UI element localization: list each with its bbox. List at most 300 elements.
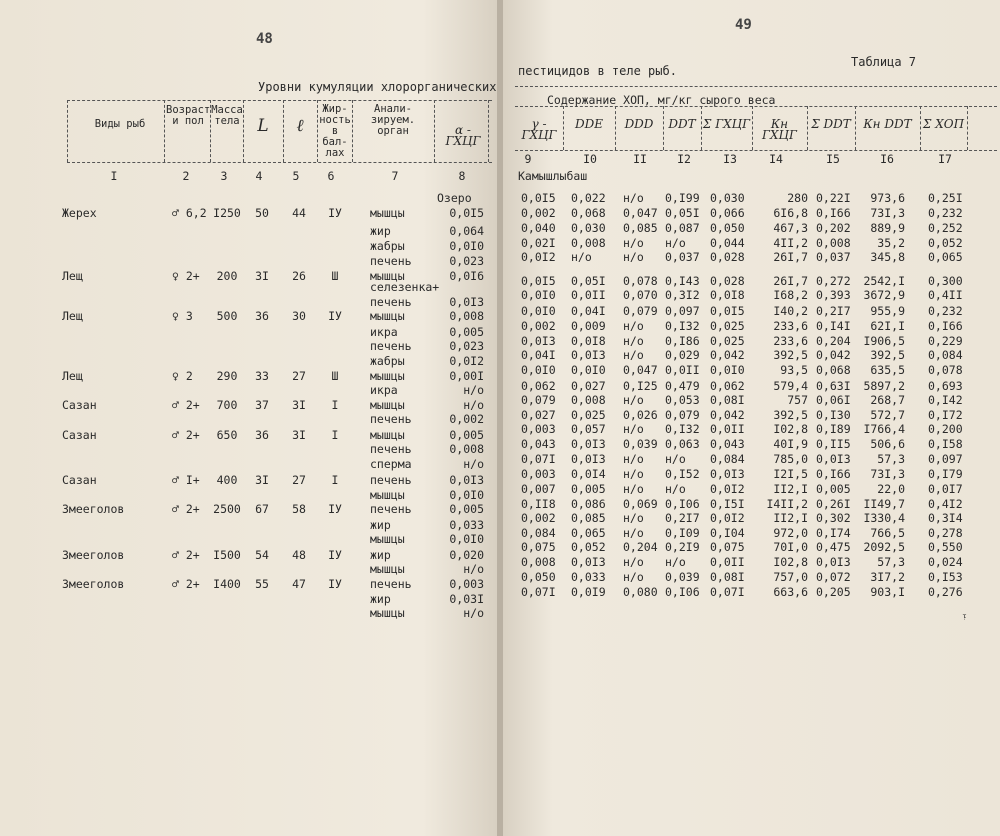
cell-kn-ddt: 2092,5 bbox=[863, 540, 905, 554]
right-page bbox=[503, 0, 1000, 836]
header-vrule bbox=[967, 106, 968, 150]
cell-kn-hch: I02,8 bbox=[773, 555, 808, 569]
cell-sum-ddt: 0,22I bbox=[816, 191, 851, 205]
col-header-l: ℓ bbox=[296, 116, 304, 136]
cell-dde: 0,022 bbox=[571, 191, 606, 205]
cell-length-l: 26 bbox=[292, 269, 306, 283]
cell-ddt: 0,0II bbox=[665, 363, 700, 377]
cell-ddt: 0,037 bbox=[665, 250, 700, 264]
cell-length-l: 48 bbox=[292, 548, 306, 562]
cell-dde: 0,027 bbox=[571, 379, 606, 393]
cell-kn-hch: 70I,0 bbox=[773, 540, 808, 554]
cell-sum-hch: 0,0I2 bbox=[710, 511, 745, 525]
cell-species: Змееголов bbox=[62, 577, 125, 591]
cell-sum-ddt: 0,272 bbox=[816, 274, 851, 288]
header-vrule bbox=[67, 100, 68, 162]
cell-ddd: 0,080 bbox=[623, 585, 658, 599]
cell-kn-ddt: 572,7 bbox=[870, 408, 905, 422]
cell-ddt: н/о bbox=[665, 555, 686, 569]
cell-sum-ddt: 0,068 bbox=[816, 363, 851, 377]
cell-dde: 0,025 bbox=[571, 408, 606, 422]
cell-ddd: 0,079 bbox=[623, 304, 658, 318]
col-header-organ: Анали-зируем. орган bbox=[370, 103, 416, 137]
cell-ddd: н/о bbox=[623, 191, 644, 205]
cell-kn-ddt: 3I7,2 bbox=[870, 570, 905, 584]
cell-fat-score: I bbox=[331, 428, 339, 442]
cell-ddd: 0,026 bbox=[623, 408, 658, 422]
cell-mass: I500 bbox=[213, 548, 241, 562]
cell-alpha-hch: 0,003 bbox=[449, 577, 484, 591]
cell-alpha-hch: 0,0I3 bbox=[449, 295, 484, 309]
cell-sum-ddt: 0,I74 bbox=[816, 526, 851, 540]
cell-sum-ocp: 0,I58 bbox=[928, 437, 963, 451]
column-number: 3 bbox=[220, 169, 228, 183]
header-vrule bbox=[164, 100, 165, 162]
cell-ddt: 0,029 bbox=[665, 348, 700, 362]
cell-sum-hch: 0,08I bbox=[710, 393, 745, 407]
cell-sum-hch: 0,084 bbox=[710, 452, 745, 466]
cell-sum-ocp: 0,024 bbox=[928, 555, 963, 569]
cell-alpha-hch: 0,020 bbox=[449, 548, 484, 562]
cell-kn-hch: 467,3 bbox=[773, 221, 808, 235]
cell-sum-hch: 0,I5I bbox=[710, 497, 745, 511]
cell-gamma-hch: 0,003 bbox=[521, 467, 556, 481]
cell-organ: печень bbox=[370, 502, 412, 516]
cell-alpha-hch: 0,008 bbox=[449, 442, 484, 456]
cell-kn-hch: 785,0 bbox=[773, 452, 808, 466]
cell-length-L: 3I bbox=[255, 269, 269, 283]
cell-alpha-hch: н/о bbox=[463, 457, 484, 471]
cell-sum-hch: 0,042 bbox=[710, 408, 745, 422]
cell-mass: 2500 bbox=[213, 502, 241, 516]
cell-kn-hch: I2I,5 bbox=[773, 467, 808, 481]
cell-ddd: н/о bbox=[623, 393, 644, 407]
cell-sum-ddt: 0,I4I bbox=[816, 319, 851, 333]
cell-sum-ocp: 0,084 bbox=[928, 348, 963, 362]
cell-sum-ddt: 0,I66 bbox=[816, 206, 851, 220]
cell-gamma-hch: 0,0I5 bbox=[521, 274, 556, 288]
col-header-alpha-hch: α - ГХЦГ bbox=[445, 123, 481, 148]
column-number: I5 bbox=[826, 152, 840, 166]
cell-alpha-hch: 0,0I3 bbox=[449, 473, 484, 487]
column-number: I6 bbox=[880, 152, 894, 166]
column-number: I3 bbox=[723, 152, 737, 166]
cell-kn-hch: 233,6 bbox=[773, 319, 808, 333]
cell-sum-hch: 0,075 bbox=[710, 540, 745, 554]
cell-dde: 0,0I3 bbox=[571, 348, 606, 362]
cell-length-L: 55 bbox=[255, 577, 269, 591]
header-vrule bbox=[352, 100, 353, 162]
cell-ddd: 0,085 bbox=[623, 221, 658, 235]
cell-ddt: 0,05I bbox=[665, 206, 700, 220]
cell-ddt: 0,039 bbox=[665, 570, 700, 584]
cell-organ: мышцы bbox=[370, 398, 405, 412]
cell-mass: I400 bbox=[213, 577, 241, 591]
cell-age-sex: ♀ 3 bbox=[172, 309, 193, 323]
cell-organ: жир bbox=[370, 518, 391, 532]
cell-organ: икра bbox=[370, 325, 398, 339]
cell-sum-ddt: 0,393 bbox=[816, 288, 851, 302]
cell-dde: 0,008 bbox=[571, 236, 606, 250]
cell-alpha-hch: н/о bbox=[463, 383, 484, 397]
cell-dde: 0,030 bbox=[571, 221, 606, 235]
cell-alpha-hch: 0,033 bbox=[449, 518, 484, 532]
column-number: I7 bbox=[938, 152, 952, 166]
col-header-ddd: DDD bbox=[624, 117, 654, 131]
cell-sum-ocp: 0,4I2 bbox=[928, 497, 963, 511]
cell-sum-ddt: 0,06I bbox=[816, 393, 851, 407]
cell-organ: печень bbox=[370, 295, 412, 309]
cell-dde: 0,0I3 bbox=[571, 555, 606, 569]
cell-ddd: 0,039 bbox=[623, 437, 658, 451]
col-header-kn-ddt: Кн DDT bbox=[863, 117, 912, 131]
cell-sum-hch: 0,043 bbox=[710, 437, 745, 451]
cell-sum-ocp: 0,278 bbox=[928, 526, 963, 540]
cell-gamma-hch: 0,075 bbox=[521, 540, 556, 554]
cell-sum-ddt: 0,204 bbox=[816, 334, 851, 348]
cell-sum-ocp: 0,276 bbox=[928, 585, 963, 599]
cell-gamma-hch: 0,007 bbox=[521, 482, 556, 496]
cell-ddt: 0,2I7 bbox=[665, 511, 700, 525]
cell-age-sex: ♂ 2+ bbox=[172, 502, 200, 516]
cell-sum-ddt: 0,0I3 bbox=[816, 452, 851, 466]
cell-fat-score: I bbox=[331, 398, 339, 412]
cell-sum-ddt: 0,I30 bbox=[816, 408, 851, 422]
cell-alpha-hch: 0,023 bbox=[449, 254, 484, 268]
cell-dde: 0,0I3 bbox=[571, 452, 606, 466]
cell-sum-ocp: 0,550 bbox=[928, 540, 963, 554]
column-number: 4 bbox=[255, 169, 263, 183]
cell-species: Жерех bbox=[62, 206, 97, 220]
cell-dde: 0,009 bbox=[571, 319, 606, 333]
cell-kn-ddt: 345,8 bbox=[870, 250, 905, 264]
cell-sum-ocp: 0,232 bbox=[928, 304, 963, 318]
cell-gamma-hch: 0,02I bbox=[521, 236, 556, 250]
cell-organ: мышцы bbox=[370, 562, 405, 576]
cell-kn-hch: 26I,7 bbox=[773, 250, 808, 264]
cell-alpha-hch: 0,0I5 bbox=[449, 206, 484, 220]
cell-kn-hch: 40I,9 bbox=[773, 437, 808, 451]
cell-species: Змееголов bbox=[62, 548, 125, 562]
cell-kn-hch: 757 bbox=[787, 393, 808, 407]
column-number: I0 bbox=[583, 152, 597, 166]
cell-dde: 0,085 bbox=[571, 511, 606, 525]
cell-kn-ddt: 2542,I bbox=[863, 274, 905, 288]
cell-kn-hch: 392,5 bbox=[773, 348, 808, 362]
cell-sum-hch: 0,0I3 bbox=[710, 467, 745, 481]
cell-kn-ddt: 35,2 bbox=[877, 236, 905, 250]
cell-alpha-hch: 0,005 bbox=[449, 502, 484, 516]
cell-ddt: 0,I32 bbox=[665, 319, 700, 333]
cell-dde: 0,086 bbox=[571, 497, 606, 511]
cell-organ: сперма bbox=[370, 457, 412, 471]
col-header-sum-ocp: Σ ХОП bbox=[922, 117, 965, 131]
cell-organ: жир bbox=[370, 224, 391, 238]
cell-kn-ddt: 889,9 bbox=[870, 221, 905, 235]
cell-organ: жабры bbox=[370, 354, 405, 368]
left-section-label: Озеро bbox=[437, 191, 472, 205]
cell-ddt: 0,097 bbox=[665, 304, 700, 318]
cell-length-l: 27 bbox=[292, 473, 306, 487]
cell-sum-hch: 0,028 bbox=[710, 274, 745, 288]
cell-alpha-hch: 0,0I6 bbox=[449, 269, 484, 283]
cell-ddd: н/о bbox=[623, 570, 644, 584]
cell-sum-hch: 0,0I0 bbox=[710, 363, 745, 377]
cell-age-sex: ♀ 2 bbox=[172, 369, 193, 383]
cell-kn-hch: 26I,7 bbox=[773, 274, 808, 288]
cell-alpha-hch: 0,00I bbox=[449, 369, 484, 383]
cell-ddt: 0,053 bbox=[665, 393, 700, 407]
cell-alpha-hch: 0,0I0 bbox=[449, 488, 484, 502]
cell-mass: 700 bbox=[216, 398, 238, 412]
cell-species: Лещ bbox=[62, 369, 83, 383]
col-header-sum-ddt: Σ DDT bbox=[811, 117, 851, 131]
cell-length-L: 3I bbox=[255, 473, 269, 487]
cell-gamma-hch: 0,0I2 bbox=[521, 250, 556, 264]
cell-sum-ocp: 0,I53 bbox=[928, 570, 963, 584]
cell-ddd: 0,069 bbox=[623, 497, 658, 511]
column-number: II bbox=[633, 152, 647, 166]
cell-mass: 400 bbox=[216, 473, 238, 487]
cell-ddt: 0,I32 bbox=[665, 422, 700, 436]
cell-sum-ocp: 0,232 bbox=[928, 206, 963, 220]
cell-ddd: н/о bbox=[623, 422, 644, 436]
cell-kn-ddt: 955,9 bbox=[870, 304, 905, 318]
cell-organ: мышцы bbox=[370, 309, 405, 323]
cell-sum-hch: 0,066 bbox=[710, 206, 745, 220]
cell-mass: I250 bbox=[213, 206, 241, 220]
cell-kn-hch: 233,6 bbox=[773, 334, 808, 348]
cell-ddt: 0,I06 bbox=[665, 585, 700, 599]
cell-length-l: 3I bbox=[292, 428, 306, 442]
cell-dde: 0,0I9 bbox=[571, 585, 606, 599]
cell-sum-ocp: 0,I42 bbox=[928, 393, 963, 407]
cell-kn-hch: 93,5 bbox=[780, 363, 808, 377]
cell-gamma-hch: 0,062 bbox=[521, 379, 556, 393]
cell-alpha-hch: 0,002 bbox=[449, 412, 484, 426]
cell-age-sex: ♂ 2+ bbox=[172, 428, 200, 442]
column-number: 5 bbox=[292, 169, 300, 183]
cell-kn-hch: I4II,2 bbox=[766, 497, 808, 511]
left-page-number: 48 bbox=[256, 31, 273, 47]
cell-dde: 0,052 bbox=[571, 540, 606, 554]
cell-sum-ocp: 0,229 bbox=[928, 334, 963, 348]
cell-sum-ddt: 0,26I bbox=[816, 497, 851, 511]
cell-ddt: 0,I43 bbox=[665, 274, 700, 288]
cell-fat-score: IУ bbox=[328, 502, 342, 516]
cell-gamma-hch: 0,003 bbox=[521, 422, 556, 436]
cell-gamma-hch: 0,0I0 bbox=[521, 288, 556, 302]
col-header-dde: DDE bbox=[574, 117, 603, 131]
cell-age-sex: ♂ 2+ bbox=[172, 548, 200, 562]
cell-sum-ocp: 0,I72 bbox=[928, 408, 963, 422]
cell-ddt: 0,479 bbox=[665, 379, 700, 393]
header-top-rule bbox=[67, 100, 492, 101]
cell-kn-hch: I02,8 bbox=[773, 422, 808, 436]
cell-ddd: н/о bbox=[623, 348, 644, 362]
cell-gamma-hch: 0,002 bbox=[521, 206, 556, 220]
cell-sum-ocp: 0,25I bbox=[928, 191, 963, 205]
cell-organ: мышцы bbox=[370, 488, 405, 502]
cell-sum-hch: 0,I04 bbox=[710, 526, 745, 540]
cell-sum-ddt: 0,I66 bbox=[816, 467, 851, 481]
cell-sum-ocp: 0,I79 bbox=[928, 467, 963, 481]
header-vrule bbox=[434, 100, 435, 162]
cell-kn-ddt: 62I,I bbox=[870, 319, 905, 333]
header-vrule bbox=[317, 100, 318, 162]
cell-ddt: 0,I52 bbox=[665, 467, 700, 481]
cell-kn-hch: I68,2 bbox=[773, 288, 808, 302]
left-page bbox=[0, 0, 497, 836]
cell-kn-ddt: 57,3 bbox=[877, 555, 905, 569]
col-header-ddt: DDT bbox=[668, 117, 696, 131]
cell-length-L: 37 bbox=[255, 398, 269, 412]
col-header-age-sex: Возраст и пол bbox=[166, 104, 211, 127]
cell-ddt: 0,2I9 bbox=[665, 540, 700, 554]
cell-gamma-hch: 0,002 bbox=[521, 319, 556, 333]
cell-kn-ddt: II49,7 bbox=[863, 497, 905, 511]
cell-organ: печень bbox=[370, 254, 412, 268]
cell-ddd: 0,070 bbox=[623, 288, 658, 302]
cell-length-l: 58 bbox=[292, 502, 306, 516]
cell-length-L: 33 bbox=[255, 369, 269, 383]
cell-sum-ocp: 0,0I7 bbox=[928, 482, 963, 496]
cell-organ: мышцы bbox=[370, 369, 405, 383]
cell-ddd: н/о bbox=[623, 319, 644, 333]
cell-sum-ocp: 0,3I4 bbox=[928, 511, 963, 525]
cell-sum-ddt: 0,005 bbox=[816, 482, 851, 496]
right-page-number: 49 bbox=[735, 17, 752, 33]
col-header-mass: Масса тела bbox=[211, 104, 243, 127]
cell-dde: 0,05I bbox=[571, 274, 606, 288]
cell-organ: печень bbox=[370, 473, 412, 487]
cell-organ: мышцы bbox=[370, 532, 405, 546]
cell-sum-ocp: 0,052 bbox=[928, 236, 963, 250]
cell-ddt: 0,I06 bbox=[665, 497, 700, 511]
cell-alpha-hch: 0,005 bbox=[449, 428, 484, 442]
cell-age-sex: ♂ 2+ bbox=[172, 398, 200, 412]
cell-sum-ocp: 0,078 bbox=[928, 363, 963, 377]
cell-dde: 0,0I0 bbox=[571, 363, 606, 377]
cell-ddt: 0,I09 bbox=[665, 526, 700, 540]
cell-species: Сазан bbox=[62, 428, 97, 442]
cell-ddt: н/о bbox=[665, 236, 686, 250]
cell-sum-ddt: 0,008 bbox=[816, 236, 851, 250]
cell-fat-score: Ш bbox=[331, 269, 339, 283]
cell-sum-hch: 0,050 bbox=[710, 221, 745, 235]
cell-sum-hch: 0,0I2 bbox=[710, 482, 745, 496]
cell-kn-ddt: 635,5 bbox=[870, 363, 905, 377]
margin-mark: ᵎ bbox=[961, 611, 968, 625]
cell-age-sex: ♂ 6,2 bbox=[172, 206, 207, 220]
cell-fat-score: IУ bbox=[328, 309, 342, 323]
cell-kn-ddt: 392,5 bbox=[870, 348, 905, 362]
cell-species: Лещ bbox=[62, 269, 83, 283]
cell-ddt: 0,087 bbox=[665, 221, 700, 235]
cell-kn-ddt: 22,0 bbox=[877, 482, 905, 496]
column-number: 2 bbox=[182, 169, 190, 183]
cell-sum-hch: 0,0II bbox=[710, 555, 745, 569]
cell-organ: печень bbox=[370, 577, 412, 591]
cell-mass: 200 bbox=[216, 269, 238, 283]
cell-ddd: н/о bbox=[623, 511, 644, 525]
cell-organ: жир bbox=[370, 592, 391, 606]
cell-organ: печень bbox=[370, 442, 412, 456]
cell-sum-ddt: 0,302 bbox=[816, 511, 851, 525]
cell-alpha-hch: 0,023 bbox=[449, 339, 484, 353]
cell-kn-hch: 280 bbox=[787, 191, 808, 205]
cell-dde: 0,0I8 bbox=[571, 334, 606, 348]
cell-organ: жабры bbox=[370, 239, 405, 253]
cell-ddd: 0,078 bbox=[623, 274, 658, 288]
cell-kn-ddt: 268,7 bbox=[870, 393, 905, 407]
cell-gamma-hch: 0,0I0 bbox=[521, 304, 556, 318]
cell-length-l: 27 bbox=[292, 369, 306, 383]
cell-dde: н/о bbox=[571, 250, 592, 264]
cell-ddt: 0,I99 bbox=[665, 191, 700, 205]
cell-ddt: 0,3I2 bbox=[665, 288, 700, 302]
cell-sum-ddt: 0,037 bbox=[816, 250, 851, 264]
cell-kn-ddt: I766,4 bbox=[863, 422, 905, 436]
cell-ddt: 0,063 bbox=[665, 437, 700, 451]
cell-age-sex: ♂ I+ bbox=[172, 473, 200, 487]
cell-sum-ddt: 0,205 bbox=[816, 585, 851, 599]
header-vrule bbox=[243, 100, 244, 162]
cell-sum-ocp: 0,693 bbox=[928, 379, 963, 393]
cell-kn-ddt: 73I,3 bbox=[870, 206, 905, 220]
cell-alpha-hch: н/о bbox=[463, 606, 484, 620]
cell-kn-hch: II2,I bbox=[773, 511, 808, 525]
cell-fat-score: IУ bbox=[328, 548, 342, 562]
cell-sum-hch: 0,025 bbox=[710, 334, 745, 348]
cell-age-sex: ♀ 2+ bbox=[172, 269, 200, 283]
col-header-fat: Жир-ность в бал-лах bbox=[319, 103, 351, 159]
cell-kn-ddt: 3672,9 bbox=[863, 288, 905, 302]
cell-sum-ddt: 0,0I3 bbox=[816, 555, 851, 569]
col-header-species: Виды рыб bbox=[94, 118, 146, 130]
cell-organ: мышцы bbox=[370, 269, 405, 283]
cell-kn-hch: 972,0 bbox=[773, 526, 808, 540]
cell-kn-ddt: 5897,2 bbox=[863, 379, 905, 393]
cell-dde: 0,04I bbox=[571, 304, 606, 318]
cell-sum-ddt: 0,475 bbox=[816, 540, 851, 554]
cell-gamma-hch: 0,027 bbox=[521, 408, 556, 422]
cell-gamma-hch: 0,084 bbox=[521, 526, 556, 540]
cell-sum-ddt: 0,042 bbox=[816, 348, 851, 362]
cell-ddd: н/о bbox=[623, 526, 644, 540]
cell-sum-hch: 0,0I8 bbox=[710, 288, 745, 302]
cell-ddd: н/о bbox=[623, 452, 644, 466]
group-header: Содержание ХОП, мг/кг сырого веса bbox=[547, 93, 776, 107]
cell-sum-hch: 0,042 bbox=[710, 348, 745, 362]
cell-dde: 0,0II bbox=[571, 288, 606, 302]
cell-gamma-hch: 0,0I3 bbox=[521, 334, 556, 348]
header-bottom-rule bbox=[67, 162, 492, 163]
cell-dde: 0,008 bbox=[571, 393, 606, 407]
cell-length-L: 50 bbox=[255, 206, 269, 220]
column-number: 7 bbox=[391, 169, 399, 183]
cell-gamma-hch: 0,07I bbox=[521, 585, 556, 599]
cell-kn-hch: 757,0 bbox=[773, 570, 808, 584]
column-number: 6 bbox=[327, 169, 335, 183]
cell-sum-ddt: 0,63I bbox=[816, 379, 851, 393]
cell-sum-ocp: 0,252 bbox=[928, 221, 963, 235]
cell-alpha-hch: 0,064 bbox=[449, 224, 484, 238]
cell-kn-hch: 663,6 bbox=[773, 585, 808, 599]
cell-kn-hch: I40,2 bbox=[773, 304, 808, 318]
cell-ddd: 0,047 bbox=[623, 206, 658, 220]
cell-fat-score: Ш bbox=[331, 369, 339, 383]
